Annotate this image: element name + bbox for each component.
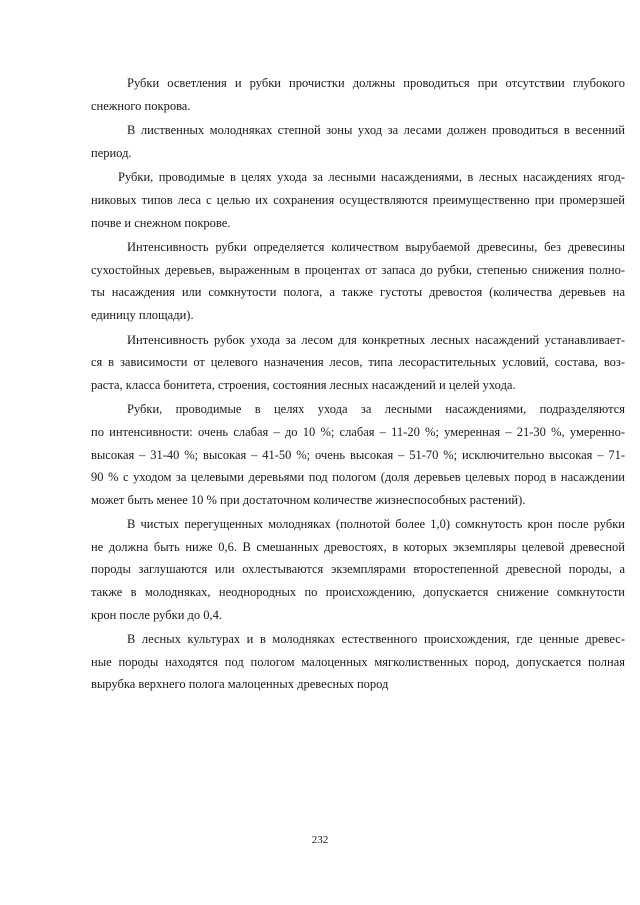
text-line: высокая – 31-40 %; высокая – 41-50 %; очень высокая – 51-70 %; исключительно высокая – 71- [91, 447, 625, 462]
text-line: Интенсивность рубки определяется количеством вырубаемой древесины, без древесины [127, 240, 625, 255]
text-line: сухостойных деревьев, выраженным в процентах от запаса до рубки, степенью снижения полно- [91, 262, 625, 277]
text-line: В чистых перегущенных молодняках (полнотой более 1,0) сомкнутость крон после рубки [127, 517, 625, 532]
text-line: снежного покрова. [91, 98, 191, 113]
text-line: также в молодняках, неоднородных по происхождению, допускается снижение сомкнутости [91, 585, 625, 600]
text-line: раста, класса бонитета, строения, состояния лесных насаждений и целей ухода. [91, 377, 516, 392]
paragraph [91, 628, 625, 696]
paragraph [91, 72, 625, 117]
text-line: ты насаждения или сомкнутости полога, а также густоты древостоя (количества деревьев на [91, 285, 625, 300]
page-number: 232 [311, 834, 329, 846]
text-line: крон после рубки до 0,4. [91, 607, 222, 622]
text-line: Интенсивность рубок ухода за лесом для конкретных лесных насаждений устанавливает- [127, 332, 625, 347]
paragraph [91, 398, 625, 511]
text-line: В лесных культурах и в молодняках естественного происхождения, где ценные древес- [127, 632, 625, 647]
text-line: почве и снежном покрове. [91, 215, 231, 230]
text-line: Рубки, проводимые в целях ухода за лесными насаждениями, подразделяются [127, 402, 625, 417]
text-line: не должна быть ниже 0,6. В смешанных древостоях, в которых экземпляры целевой древесной [91, 539, 625, 554]
paragraph [91, 329, 625, 397]
text-line: вырубка верхнего полога малоценных древесных пород [91, 677, 389, 692]
paragraph [91, 236, 625, 326]
text-line: породы заглушаются или охлестываются экземплярами второстепенной древесной породы, а [91, 562, 625, 577]
text-line: Рубки осветления и рубки прочистки должны проводиться при отсутствии глубокого [127, 76, 625, 90]
text-line: ся в зависимости от целевого назначения лесов, типа лесорастительных условий, состава, воз- [91, 355, 625, 370]
text-line: 90 % с уходом за целевыми деревьями под пологом (доля деревьев целевых пород в насаждении [91, 470, 625, 485]
text-line: период. [91, 145, 132, 160]
paragraph [91, 166, 625, 234]
body-text [91, 72, 625, 698]
text-line: В лиственных молодняках степной зоны уход за лесами должен проводиться в весенний [127, 123, 625, 138]
paragraph [91, 513, 625, 626]
text-line: единицу площади). [91, 307, 194, 322]
text-line: никовых типов леса с целью их сохранения осуществляются преимущественно при промерзшей [91, 192, 625, 207]
paragraph [91, 119, 625, 164]
text-line: Рубки, проводимые в целях ухода за лесными насаждениями, в лесных насаждениях ягод- [118, 170, 625, 185]
text-line: по интенсивности: очень слабая – до 10 %; слабая – 11-20 %; умеренная – 21-30 %, умеренно- [91, 424, 625, 439]
text-line: ные породы находятся под пологом малоценных мягколиственных пород, допускается полная [91, 654, 625, 669]
text-line: может быть менее 10 % при достаточном количестве жизнеспособных растений). [91, 492, 526, 507]
